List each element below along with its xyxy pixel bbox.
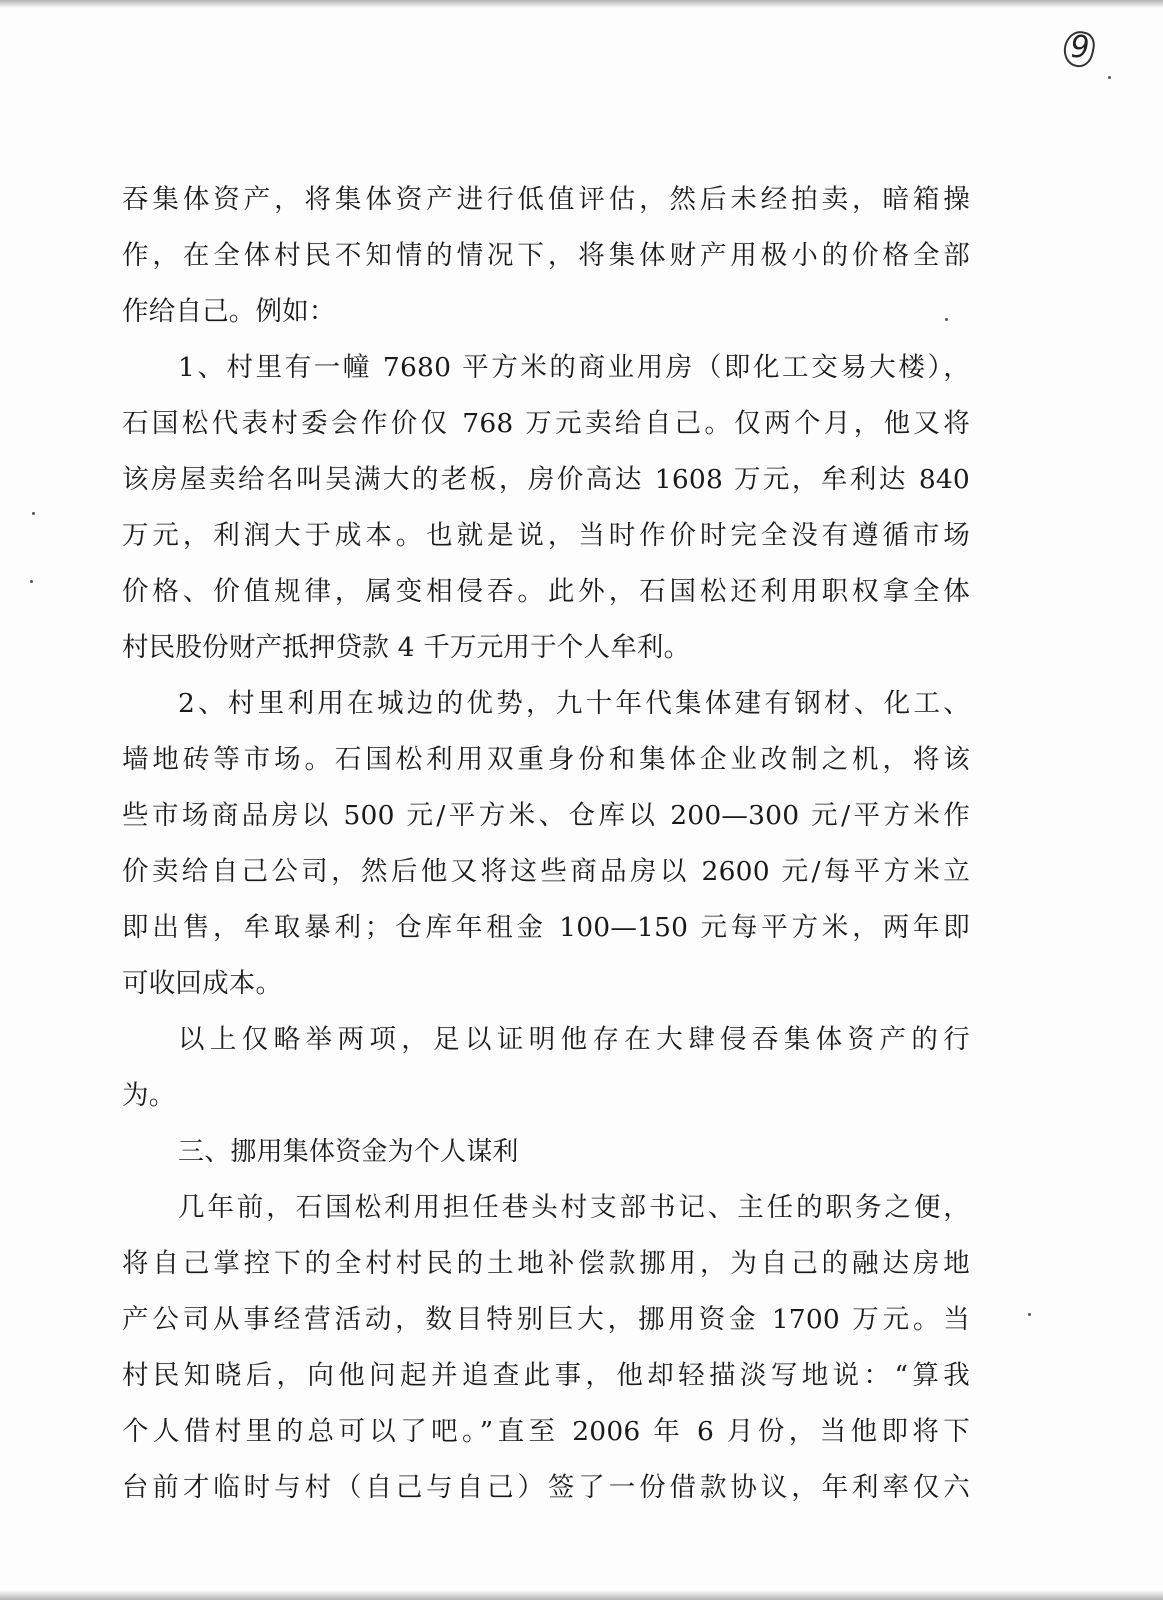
text-line: 个人借村里的总可以了吧。”直至 2006 年 6 月份，当他即将下 [122, 1416, 970, 1447]
text-line: 石国松代表村委会作价仅 768 万元卖给自己。仅两个月，他又将 [122, 408, 970, 439]
scan-edge-top [0, 0, 1163, 8]
text-line: 产公司从事经营活动，数目特别巨大，挪用资金 1700 万元。当 [122, 1304, 970, 1335]
text-line: 2、村里利用在城边的优势，九十年代集体建有钢材、化工、 [178, 688, 970, 719]
text-line: 作给自己。例如： [122, 296, 336, 327]
text-line: 墙地砖等市场。石国松利用双重身份和集体企业改制之机，将该 [122, 744, 970, 775]
text-line: 1、村里有一幢 7680 平方米的商业用房（即化工交易大楼）， [178, 352, 970, 383]
text-line: 台前才临时与村（自己与自己）签了一份借款协议，年利率仅六 [122, 1472, 970, 1503]
text-line: 为。 [122, 1080, 176, 1111]
text-line: 村民知晓后，向他问起并追查此事，他却轻描淡写地说：“算我 [122, 1360, 970, 1391]
text-line: 即出售，牟取暴利；仓库年租金 100—150 元每平方米，两年即 [122, 912, 970, 943]
handwritten-page-number: 9 [1060, 28, 1100, 68]
text-line: 以上仅略举两项，足以证明他存在大肆侵吞集体资产的行 [178, 1024, 970, 1055]
scan-speck [32, 512, 35, 515]
scan-speck [1108, 76, 1111, 79]
scan-speck [1028, 1313, 1031, 1316]
text-line: 可收回成本。 [122, 968, 283, 999]
text-line: 吞集体资产，将集体资产进行低值评估，然后未经拍卖，暗箱操 [122, 184, 970, 215]
text-line: 价卖给自己公司，然后他又将这些商品房以 2600 元/每平方米立 [122, 856, 970, 887]
scan-edge-bottom [0, 1590, 1163, 1600]
text-line: 万元，利润大于成本。也就是说，当时作价时完全没有遵循市场 [122, 520, 970, 551]
body-text [122, 172, 970, 1516]
text-line: 将自己掌控下的全村村民的土地补偿款挪用，为自己的融达房地 [122, 1248, 970, 1279]
text-line: 村民股份财产抵押贷款 4 千万元用于个人牟利。 [122, 632, 691, 663]
text-line: 价格、价值规律，属变相侵吞。此外，石国松还利用职权拿全体 [122, 576, 970, 607]
text-line: 些市场商品房以 500 元/平方米、仓库以 200—300 元/平方米作 [122, 800, 970, 831]
section-heading: 三、挪用集体资金为个人谋利 [178, 1137, 519, 1167]
text-line: 作，在全体村民不知情的情况下，将集体财产用极小的价格全部 [122, 240, 970, 271]
text-line: 几年前，石国松利用担任巷头村支部书记、主任的职务之便， [178, 1192, 970, 1223]
scan-speck [30, 580, 33, 583]
text-line: 该房屋卖给名叫吴满大的老板，房价高达 1608 万元，牟利达 840 [122, 464, 970, 495]
